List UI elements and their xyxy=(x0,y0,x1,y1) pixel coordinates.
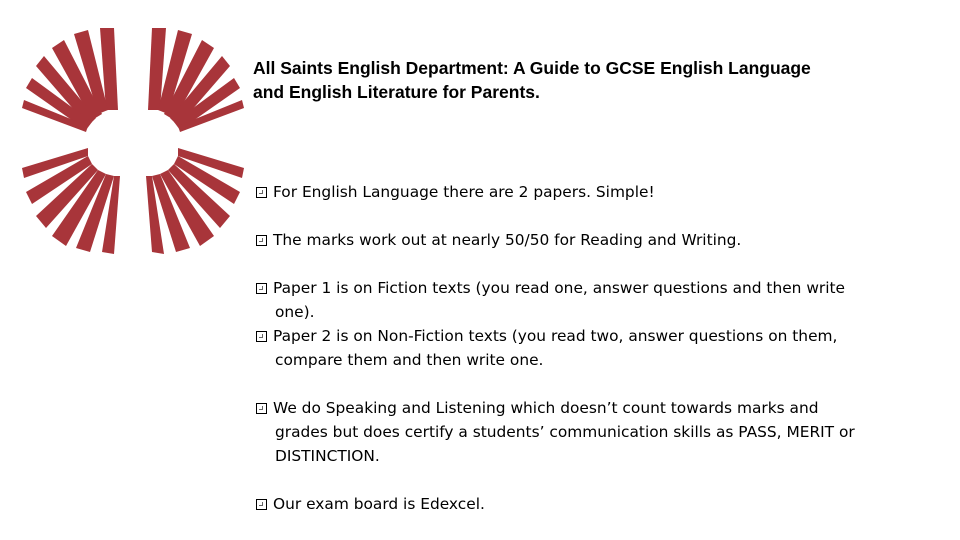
bullet-text: Paper 1 is on Fiction texts (you read one, answer questions and then write xyxy=(273,279,846,297)
bullet-item xyxy=(256,180,936,204)
bullet-text: The marks work out at nearly 50/50 for Reading and Writing. xyxy=(273,231,742,249)
bullet-text-continued: grades but does certify a students’ communication skills as PASS, MERIT or xyxy=(275,423,855,441)
page-title xyxy=(253,56,933,104)
checkbox-bullet-icon xyxy=(256,331,267,342)
title-line: All Saints English Department: A Guide to GCSE English Language xyxy=(253,58,811,78)
bullet-item xyxy=(256,492,936,516)
checkbox-bullet-icon xyxy=(256,499,267,510)
title-line: and English Literature for Parents. xyxy=(253,82,540,102)
bullet-item xyxy=(256,228,936,252)
bullet-text: For English Language there are 2 papers. Simple! xyxy=(273,183,655,201)
checkbox-bullet-icon xyxy=(256,283,267,294)
bullet-item xyxy=(256,324,936,372)
cross-emblem-icon xyxy=(22,22,244,254)
checkbox-bullet-icon xyxy=(256,235,267,246)
bullet-text-continued: one). xyxy=(275,303,315,321)
bullet-item xyxy=(256,396,936,468)
bullet-text: We do Speaking and Listening which doesn’t count towards marks and xyxy=(273,399,819,417)
emblem-rays xyxy=(22,28,244,254)
bullet-text: Our exam board is Edexcel. xyxy=(273,495,485,513)
bullet-item xyxy=(256,276,936,324)
bullet-text-continued: compare them and then write one. xyxy=(275,351,544,369)
checkbox-bullet-icon xyxy=(256,403,267,414)
bullet-text: Paper 2 is on Non-Fiction texts (you read two, answer questions on them, xyxy=(273,327,838,345)
bullet-text-continued: DISTINCTION. xyxy=(275,447,380,465)
checkbox-bullet-icon xyxy=(256,187,267,198)
